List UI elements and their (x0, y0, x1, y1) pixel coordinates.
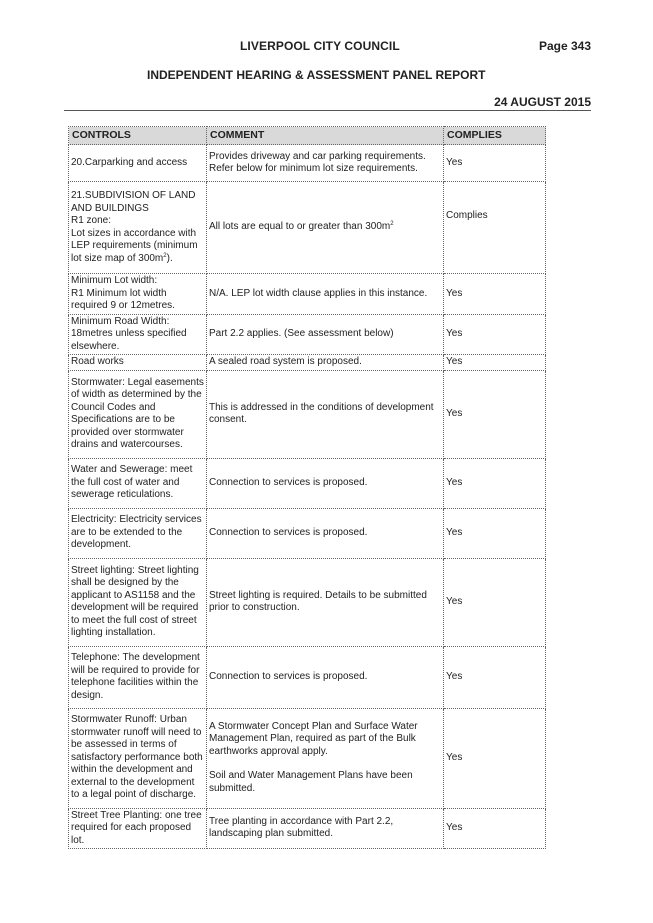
comment-cell (207, 182, 444, 274)
complies-cell: Yes (444, 646, 546, 708)
control-cell: Electricity: Electricity services are to be extended to the development. (69, 508, 207, 558)
comment-cell: A sealed road system is proposed. (207, 355, 444, 371)
complies-cell: Yes (444, 508, 546, 558)
control-cell: Water and Sewerage: meet the full cost of water and sewerage reticulations. (69, 458, 207, 508)
complies-cell: Complies (444, 182, 546, 274)
comment-cell: Connection to services is proposed. (207, 646, 444, 708)
comment-cell: Tree planting in accordance with Part 2.2, landscaping plan submitted. (207, 808, 444, 849)
control-text: R1 Minimum lot width required 9 or 12metres. (71, 287, 175, 311)
control-heading: Minimum Road Width: (71, 315, 170, 327)
table-row (69, 708, 546, 808)
control-cell: Road works (69, 355, 207, 371)
comment-cell: N/A. LEP lot width clause applies in this instance. (207, 274, 444, 315)
complies-cell: Yes (444, 370, 546, 458)
column-header-comment: COMMENT (207, 127, 444, 145)
control-heading: 21.SUBDIVISION OF LAND AND BUILDINGS (71, 190, 196, 214)
table-row (69, 145, 546, 182)
control-cell: 20.Carparking and access (69, 145, 207, 182)
report-date: 24 AUGUST 2015 (494, 95, 591, 109)
comment-cell (207, 708, 444, 808)
table-row (69, 646, 546, 708)
header-divider (64, 110, 591, 111)
control-cell: Stormwater: Legal easements of width as determined by the Council Codes and Specifications are to be provided over stormwater drains and watercourses. (69, 370, 207, 458)
table-row (69, 370, 546, 458)
control-cell (69, 314, 207, 355)
council-name: LIVERPOOL CITY COUNCIL (240, 39, 400, 53)
table-row (69, 508, 546, 558)
control-cell: Street Tree Planting: one tree required for each proposed lot. (69, 808, 207, 849)
column-header-controls: CONTROLS (69, 127, 207, 145)
control-cell: Telephone: The development will be required to provide for telephone facilities within the design. (69, 646, 207, 708)
comment-cell: Connection to services is proposed. (207, 458, 444, 508)
table-row (69, 274, 546, 315)
control-text: 18metres unless specified elsewhere. (71, 328, 187, 352)
superscript: 2 (390, 221, 394, 228)
control-cell (69, 182, 207, 274)
comment-cell: Part 2.2 applies. (See assessment below) (207, 314, 444, 355)
control-zone: R1 zone: (71, 215, 112, 226)
paragraph-gap (209, 758, 441, 770)
comment-paragraph: Soil and Water Management Plans have been submitted. (209, 770, 413, 794)
complies-cell: Yes (444, 458, 546, 508)
table-row (69, 458, 546, 508)
superscript: 2 (163, 252, 167, 259)
control-cell: Street lighting: Street lighting shall be designed by the applicant to AS1158 and the development will be required to meet the full cost of street lighting installation. (69, 558, 207, 646)
table-row (69, 808, 546, 849)
control-cell (69, 274, 207, 315)
comment-text: All lots are equal to or greater than 300m (209, 221, 391, 233)
column-header-complies: COMPLIES (444, 127, 546, 145)
complies-cell: Yes (444, 558, 546, 646)
complies-cell: Yes (444, 274, 546, 315)
control-heading: Minimum Lot width: (71, 275, 158, 286)
comment-cell: This is addressed in the conditions of development consent. (207, 370, 444, 458)
complies-cell: Yes (444, 355, 546, 371)
table-header-row (69, 127, 546, 145)
comment-cell: Street lighting is required. Details to be submitted prior to construction. (207, 558, 444, 646)
control-cell: Stormwater Runoff: Urban stormwater runoff will need to be assessed in terms of satisfactory performance both within the development and external to the development to a legal point of discharge. (69, 708, 207, 808)
complies-cell: Yes (444, 145, 546, 182)
complies-cell: Yes (444, 808, 546, 849)
control-text-tail: ). (166, 252, 173, 264)
complies-cell: Yes (444, 708, 546, 808)
complies-cell: Yes (444, 314, 546, 355)
table-row (69, 314, 546, 355)
table-row (69, 182, 546, 274)
comment-paragraph: A Stormwater Concept Plan and Surface Water Management Plan, required as part of the Bulk earthworks approval apply. (209, 720, 418, 757)
report-title: INDEPENDENT HEARING & ASSESSMENT PANEL REPORT (147, 68, 486, 82)
controls-table (68, 126, 546, 849)
table-row (69, 355, 546, 371)
control-text: Lot sizes in accordance with LEP requirements (minimum lot size map of 300m (71, 227, 198, 264)
page-number: Page 343 (538, 39, 591, 53)
table-row (69, 558, 546, 646)
comment-cell: Provides driveway and car parking requirements. Refer below for minimum lot size requirements. (207, 145, 444, 182)
comment-cell: Connection to services is proposed. (207, 508, 444, 558)
